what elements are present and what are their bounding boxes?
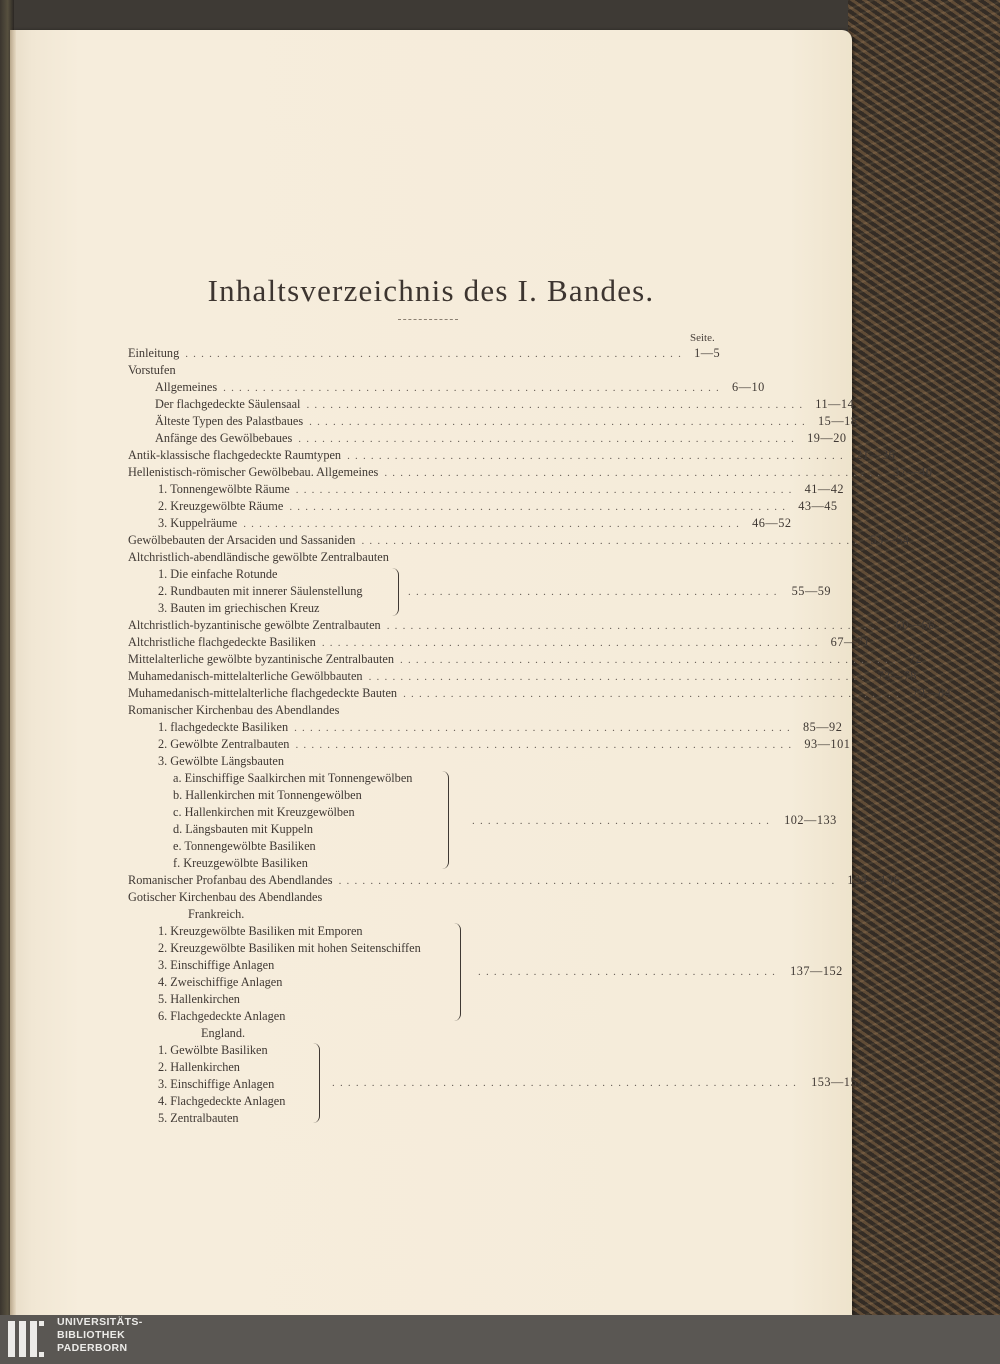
toc-subentry: 1. Die einfache Rotunde (158, 567, 278, 581)
toc-entry: Antik-klassische flachgedeckte Raumtypen ............................................................... 21—36 (128, 448, 896, 462)
toc-subentry: 5. Zentralbauten (158, 1111, 239, 1125)
library-footer (0, 1315, 1000, 1364)
toc-entry: Hellenistisch-römischer Gewölbebau. Allgemeines ............................................................... 37—40 (128, 465, 933, 479)
group-pages: ............................................... 55—59 (408, 584, 832, 598)
toc-entry: Altchristliche flachgedeckte Basiliken ............................................................... 67—71 (128, 635, 871, 649)
toc-subentry: 4. Flachgedeckte Anlagen (158, 1094, 286, 1108)
library-name-line3: PADERBORN (57, 1342, 128, 1354)
book-page (10, 30, 952, 1315)
group-pages: ........................................................... 153—157 (332, 1075, 864, 1089)
toc-subentry: e. Tonnengewölbte Basiliken (173, 839, 316, 853)
toc-entry: Der flachgedeckte Säulensaal ............................................................... 11—14 (155, 397, 855, 411)
group-brace (441, 771, 449, 869)
toc-subentry: 2. Rundbauten mit innerer Säulenstellung (158, 584, 363, 598)
group-pages: ...................................... 102—133 (472, 813, 837, 827)
toc-entry: Älteste Typen des Palastbaues ............................................................... 15—18 (155, 414, 858, 428)
table-of-contents (10, 30, 952, 1315)
toc-entry: Einleitung ............................................................... 1—5 (128, 346, 721, 360)
toc-subentry: 3. Bauten im griechischen Kreuz (158, 601, 320, 615)
group-brace (453, 923, 461, 1021)
toc-entry: Muhamedanisch-mittelalterliche Gewölbbauten ............................................................... 73—78 (128, 669, 917, 683)
toc-subentry: a. Einschiffige Saalkirchen mit Tonnengewölben (173, 771, 413, 785)
toc-heading: Romanischer Kirchenbau des Abendlandes (128, 703, 340, 717)
toc-entry: Mittelalterliche gewölbte byzantinische Zentralbauten ............................................................... 72 (128, 652, 923, 666)
toc-subheading: Frankreich. (188, 907, 245, 921)
toc-subentry: d. Längsbauten mit Kuppeln (173, 822, 314, 836)
toc-subentry: 2. Hallenkirchen (158, 1060, 240, 1074)
toc-subentry: b. Hallenkirchen mit Tonnengewölben (173, 788, 362, 802)
page-title: Inhaltsverzeichnis des I. Bandes. (207, 273, 655, 308)
toc-entry: 2. Gewölbte Zentralbauten ............................................................... 93—101 (158, 737, 851, 751)
toc-heading: Altchristlich-abendländische gewölbte Zentralbauten (128, 550, 389, 564)
toc-entry: 2. Kreuzgewölbte Räume ............................................................... 43—45 (158, 499, 838, 513)
toc-subentry: 4. Zweischiffige Anlagen (158, 975, 283, 989)
toc-entry: Altchristlich-byzantinische gewölbte Zentralbauten ............................................................... 60—66 (128, 618, 935, 632)
toc-subentry: 1. Kreuzgewölbte Basiliken mit Emporen (158, 924, 363, 938)
library-name-line2: BIBLIOTHEK (57, 1329, 126, 1341)
toc-subheading: England. (201, 1026, 246, 1040)
toc-entry: Muhamedanisch-mittelalterliche flachgedeckte Bauten ............................................................... 79—84 (128, 686, 952, 700)
toc-heading: Vorstufen (128, 363, 176, 377)
toc-subentry: 1. Gewölbte Basiliken (158, 1043, 268, 1057)
toc-subentry: 3. Einschiffige Anlagen (158, 1077, 275, 1091)
seite-header: Seite. (690, 332, 715, 344)
toc-subheading: 3. Gewölbte Längsbauten (158, 754, 285, 768)
group-pages: ...................................... 137—152 (478, 964, 843, 978)
toc-subentry: 6. Flachgedeckte Anlagen (158, 1009, 286, 1023)
toc-subentry: f. Kreuzgewölbte Basiliken (173, 856, 308, 870)
toc-subentry: c. Hallenkirchen mit Kreuzgewölben (173, 805, 355, 819)
library-logo-icon (6, 1319, 46, 1359)
toc-entry: 1. flachgedeckte Basiliken ............................................................... 85—92 (158, 720, 843, 734)
library-name-line1: UNIVERSITÄTS- (57, 1316, 143, 1328)
group-brace (391, 568, 399, 616)
toc-entry: Romanischer Profanbau des Abendlandes ............................................................... 134—136 (128, 873, 901, 887)
toc-entry: 3. Kuppelräume ............................................................... 46—52 (158, 516, 792, 530)
toc-subentry: 2. Kreuzgewölbte Basiliken mit hohen Seitenschiffen (158, 941, 421, 955)
toc-subentry: 5. Hallenkirchen (158, 992, 240, 1006)
toc-entry: Anfänge des Gewölbebaues ............................................................... 19—20 (155, 431, 847, 445)
toc-entry: Gewölbebauten der Arsaciden und Sassaniden ............................................................... 53—54 (128, 533, 910, 547)
toc-entry: Allgemeines ............................................................... 6—10 (155, 380, 765, 394)
toc-heading: Gotischer Kirchenbau des Abendlandes (128, 890, 323, 904)
toc-entry: 1. Tonnengewölbte Räume ............................................................... 41—42 (158, 482, 845, 496)
group-brace (312, 1043, 320, 1123)
toc-subentry: 3. Einschiffige Anlagen (158, 958, 275, 972)
